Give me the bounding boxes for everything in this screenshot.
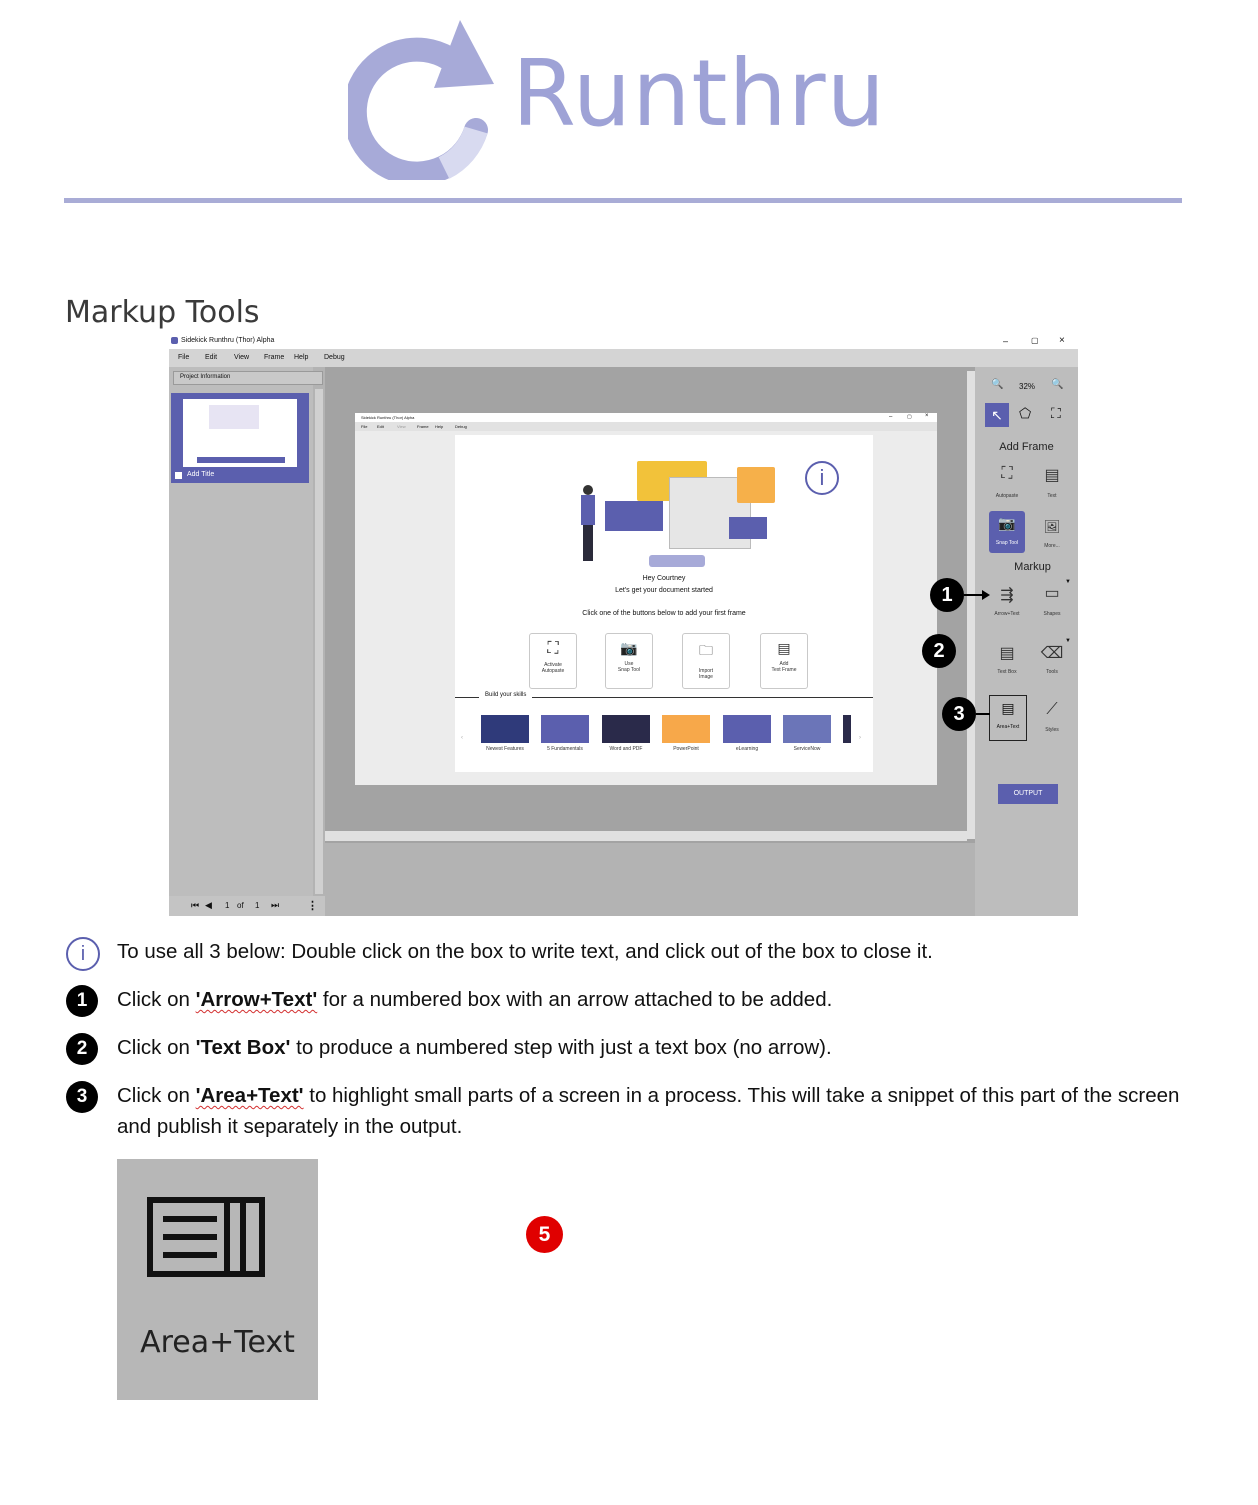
logo-wordmark: Runthru [512,40,886,147]
first-page-icon[interactable]: ⏮ [191,900,200,910]
step-1-bold: 'Arrow+Text' [195,988,318,1011]
fullscreen-icon[interactable]: ⛶ [1051,405,1061,421]
info-circle-icon: i [66,937,100,971]
canvas-vscrollbar[interactable] [967,371,975,839]
skill-label-servicenow: ServiceNow [793,746,821,752]
folder-icon: 🗀 [699,642,713,658]
callout-1: 1 [930,578,964,612]
styles-label: Styles [1045,727,1059,733]
pager-bar [169,896,325,916]
callout-3-connector [976,713,990,715]
greeting-line1: Hey Courtney [642,575,686,582]
thumbnail-illustration [209,405,259,429]
import-btn-line2: Image [699,674,713,680]
text-tool-icon[interactable]: ▤ [1044,467,1060,484]
select-tool-icon[interactable]: ↖ [985,403,1009,427]
import-image-button[interactable] [682,633,730,689]
skill-label-elearning: eLearning [735,746,759,752]
illus-orange-card [737,467,775,503]
start-page [455,435,873,772]
thumbnail-skills-row [197,457,285,463]
prev-page-icon[interactable]: ◀ [205,900,212,910]
menu-debug[interactable]: Debug [324,354,345,361]
pager-current: 1 [225,901,230,910]
step-2-bold: 'Text Box' [195,1036,291,1059]
step-3-post: to highlight small parts of a screen in a process. This will take a snippet of this part of the screen and publish it separately in the output. [117,1084,1180,1138]
inner-menu-edit: Edit [377,424,384,429]
text-tool-label: Text [1047,493,1057,499]
skill-card-word-pdf[interactable] [602,715,650,743]
build-skills-label: Build your skills [479,692,532,698]
step-3-bold: 'Area+Text' [195,1084,304,1107]
autopaste-tool-label: Autopaste [995,493,1019,499]
arrow-text-icon[interactable]: ⇶ [1000,587,1014,604]
step-3-pre: Click on [117,1084,196,1107]
pager-total: 1 [255,901,260,910]
inner-close-icon: × [925,413,929,419]
skill-label-word-pdf: Word and PDF [609,746,643,752]
skill-card-powerpoint[interactable] [662,715,710,743]
step-1-text [117,984,1197,1015]
autopaste-icon: ⛶ [547,640,559,657]
inner-menu-file: File [361,424,368,429]
step-2-badge: 2 [66,1033,98,1065]
zoom-level: 32% [1019,382,1036,391]
skill-label-fundamentals: 5 Fundamentals [547,746,583,752]
pager-of: of [237,901,244,910]
menu-frame[interactable]: Frame [264,354,285,361]
inner-menu-debug: Debug [455,424,467,429]
greeting-line2: Let's get your document started [615,587,713,594]
snap-btn-line2: Snap Tool [617,667,641,673]
zoom-in-icon[interactable]: 🔍 [1051,379,1064,390]
inner-menu-frame: Frame [417,424,429,429]
red-step-badge: 5 [526,1216,563,1253]
skill-card-newest[interactable] [481,715,529,743]
last-page-icon[interactable]: ⏭ [271,900,280,910]
close-icon[interactable]: × [1059,335,1065,346]
shapes-label: Shapes [1043,611,1061,617]
illus-purple-card-2 [729,517,767,539]
skill-label-powerpoint: PowerPoint [673,746,699,752]
title-bar [169,335,1078,349]
canvas-area [325,367,975,843]
text-box-label: Text Box [997,669,1017,675]
snap-camera-icon: 📷 [998,515,1016,531]
camera-icon: 📷 [620,640,638,656]
textframe-btn-line1: Add [779,661,789,667]
illus-purple-card [605,501,663,531]
add-frame-heading: Add Frame [999,441,1054,453]
area-text-button[interactable] [989,695,1027,741]
illus-toolbar [649,555,705,567]
header-divider [64,198,1182,203]
frames-pane [169,367,313,916]
skill-card-servicenow[interactable] [783,715,831,743]
skill-card-fundamentals[interactable] [541,715,589,743]
skill-card-elearning[interactable] [723,715,771,743]
callout-3: 3 [942,697,976,731]
app-icon [171,337,178,344]
inner-menu-bar [355,422,937,431]
step-1-post: for a numbered box with an arrow attached to be added. [317,988,833,1011]
step-2-pre: Click on [117,1036,196,1059]
area-text-label: Area+Text [996,724,1020,730]
more-options-icon[interactable]: ⋮ [307,900,318,912]
minimize-icon[interactable]: – [1003,336,1009,346]
welcome-illustration [549,445,769,565]
step-2-post: to produce a numbered step with just a text box (no arrow). [290,1036,832,1059]
text-box-icon[interactable]: ▤ [999,645,1015,662]
menu-help[interactable]: Help [294,354,309,361]
inner-window-title: Sidekick Runthru (Thor) Alpha [361,415,415,420]
zoom-out-icon[interactable]: 🔍 [991,379,1004,390]
add-title-label: Add Title [187,471,215,478]
inner-minimize-icon: – [889,414,893,420]
import-btn-line1: Import [698,668,714,674]
menu-view[interactable]: View [234,354,250,361]
add-text-frame-button[interactable] [760,633,808,689]
snap-tool-label: Snap Tool [995,540,1019,546]
polygon-tool-icon[interactable]: ⬠ [1019,405,1032,421]
window-title: Sidekick Runthru (Thor) Alpha [181,337,275,344]
inner-restore-icon: ▢ [907,414,912,420]
menu-file[interactable]: File [178,354,190,361]
textframe-btn-line2: Text Frame [771,667,797,673]
output-button[interactable]: OUTPUT [998,784,1058,804]
step-1-pre: Click on [117,988,196,1011]
add-title-checkbox[interactable] [175,472,182,479]
callout-2: 2 [922,634,956,668]
step-1-badge: 1 [66,985,98,1017]
skills-next-icon[interactable]: › [859,735,861,741]
frame-thumbnail[interactable] [171,393,309,483]
app-screenshot [169,335,1078,916]
use-snap-tool-button[interactable] [605,633,653,689]
runthru-logo-icon [348,18,498,180]
intro-text: To use all 3 below: Double click on the box to write text, and click out of the box to close it. [117,940,933,963]
captured-window [355,413,937,785]
shapes-dropdown-icon[interactable]: ▼ [1065,579,1071,585]
autopaste-tool-icon[interactable]: ⛶ [1001,465,1013,482]
markup-heading: Markup [1014,561,1051,573]
inner-menu-help: Help [435,424,444,429]
inner-menu-view: View [397,424,406,429]
tools-label: Tools [1046,669,1058,675]
project-information-tab[interactable] [173,371,323,385]
inner-title-bar [355,413,937,422]
skill-card-partial [843,715,851,743]
menu-bar [169,349,1078,367]
skills-prev-icon[interactable]: ‹ [461,735,463,741]
thumbnail-image [183,399,297,467]
callout-1-arrow [964,589,990,601]
area-text-large-icon [147,1197,265,1277]
text-frame-icon: ▤ [777,640,791,656]
start-prompt: Click one of the buttons below to add your first frame [582,610,746,617]
more-tool-label: More... [1044,543,1060,549]
section-title: Markup Tools [65,295,260,330]
restore-icon[interactable]: ▢ [1031,336,1039,345]
step-3-badge: 3 [66,1081,98,1113]
left-scrollbar[interactable] [315,389,323,894]
tools-panel [975,367,1078,916]
autopaste-btn-line1: Activate [544,662,562,668]
tools-dropdown-icon[interactable]: ▼ [1065,638,1071,644]
image-more-icon[interactable]: 🖼 [1043,519,1061,534]
arrow-text-label: Arrow+Text [994,611,1020,617]
area-text-zoom [117,1159,318,1400]
skill-label-newest: Newest Features [486,746,524,752]
menu-edit[interactable]: Edit [205,354,218,361]
project-information-label: Project Information [180,374,231,380]
canvas-hscrollbar[interactable] [325,831,967,841]
snap-tool-button[interactable] [989,511,1025,553]
snap-btn-line1: Use [624,661,634,667]
autopaste-btn-line2: Autopaste [541,668,565,674]
info-icon: i [805,461,839,495]
shapes-icon[interactable]: ▭ [1044,585,1060,602]
step-2-text [117,1032,1197,1063]
activate-autopaste-button[interactable] [529,633,577,689]
eraser-tools-icon[interactable]: ⌫ [1040,645,1064,662]
step-3-text [117,1080,1197,1142]
styles-wand-icon[interactable]: ⟋ [1046,701,1058,718]
illus-person [579,485,597,565]
area-text-icon: ▤ [1001,700,1015,716]
area-text-zoom-label: Area+Text [140,1325,295,1360]
